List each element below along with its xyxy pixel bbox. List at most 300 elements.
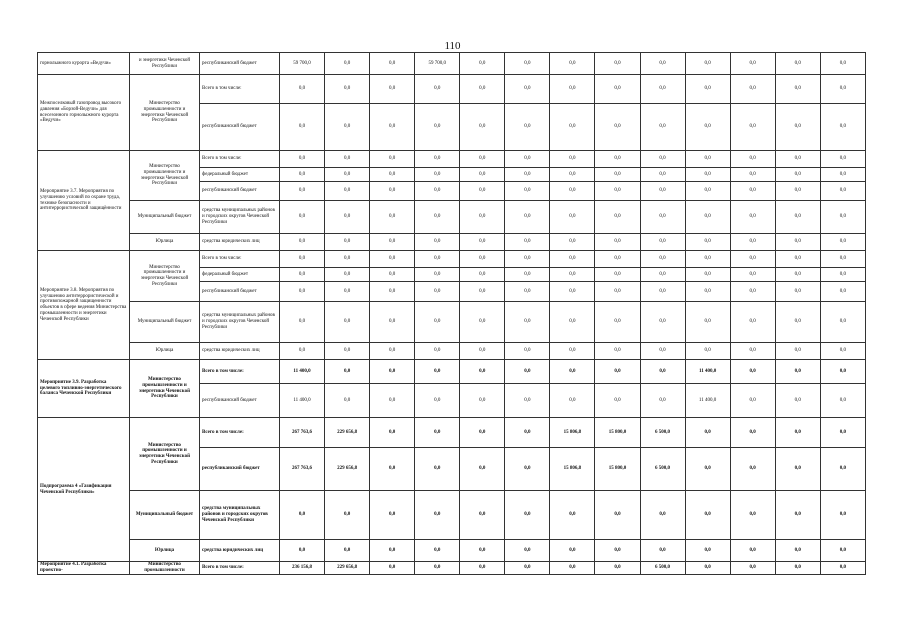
amount-cell: 229 656,8 (325, 562, 370, 575)
amount-cell: 0,0 (370, 151, 415, 168)
amount-cell: 0,0 (415, 268, 460, 282)
amount-cell: 15 800,0 (595, 418, 640, 448)
table-row (38, 151, 866, 168)
amount-cell: 0,0 (595, 360, 640, 384)
amount-cell: 0,0 (640, 302, 685, 343)
amount-cell: 0,0 (640, 540, 685, 562)
amount-cell: 0,0 (685, 302, 730, 343)
amount-cell: 0,0 (595, 268, 640, 282)
amount-cell: 0,0 (820, 491, 865, 540)
amount-cell: 0,0 (640, 251, 685, 268)
amount-cell: 0,0 (325, 234, 370, 251)
amount-cell: 0,0 (640, 168, 685, 182)
amount-cell: 0,0 (280, 201, 325, 234)
table-row (38, 360, 866, 384)
amount-cell: 0,0 (820, 168, 865, 182)
amount-cell: 0,0 (595, 53, 640, 75)
amount-cell: 0,0 (370, 282, 415, 302)
table-row (38, 540, 866, 562)
amount-cell: 229 656,8 (325, 448, 370, 491)
amount-cell: 0,0 (685, 418, 730, 448)
amount-cell: 15 806,8 (550, 418, 595, 448)
amount-cell: 0,0 (280, 282, 325, 302)
amount-cell: 0,0 (280, 75, 325, 104)
amount-cell: 0,0 (550, 104, 595, 151)
amount-cell: 0,0 (505, 251, 550, 268)
amount-cell: 0,0 (370, 448, 415, 491)
amount-cell: 0,0 (685, 562, 730, 575)
amount-cell: 0,0 (550, 53, 595, 75)
executor-cell: Муниципальный бюджет (130, 491, 200, 540)
amount-cell: 0,0 (775, 360, 820, 384)
amount-cell: 0,0 (775, 182, 820, 201)
amount-cell: 0,0 (730, 384, 775, 418)
amount-cell: 0,0 (460, 151, 505, 168)
amount-cell: 0,0 (685, 251, 730, 268)
amount-cell: 11 400,0 (685, 384, 730, 418)
amount-cell: 0,0 (820, 448, 865, 491)
amount-cell: 0,0 (460, 104, 505, 151)
amount-cell: 0,0 (460, 418, 505, 448)
amount-cell: 0,0 (325, 168, 370, 182)
amount-cell: 0,0 (325, 53, 370, 75)
amount-cell: 229 656,8 (325, 418, 370, 448)
amount-cell: 0,0 (370, 491, 415, 540)
amount-cell: 0,0 (595, 201, 640, 234)
amount-cell: 0,0 (820, 343, 865, 360)
amount-cell: 0,0 (325, 182, 370, 201)
table-row (38, 491, 866, 540)
amount-cell: 0,0 (505, 384, 550, 418)
amount-cell: 0,0 (775, 562, 820, 575)
amount-cell: 0,0 (550, 251, 595, 268)
amount-cell: 0,0 (820, 268, 865, 282)
amount-cell: 0,0 (280, 491, 325, 540)
amount-cell: 0,0 (685, 343, 730, 360)
amount-cell: 0,0 (505, 562, 550, 575)
amount-cell: 0,0 (460, 540, 505, 562)
amount-cell: 0,0 (460, 562, 505, 575)
table-row (38, 234, 866, 251)
amount-cell: 0,0 (280, 343, 325, 360)
table-row (38, 251, 866, 268)
amount-cell: 0,0 (640, 384, 685, 418)
amount-cell: 0,0 (505, 53, 550, 75)
amount-cell: 0,0 (550, 75, 595, 104)
amount-cell: 0,0 (685, 448, 730, 491)
page-number: 110 (444, 40, 461, 52)
funding-source-cell: республиканский бюджет (200, 448, 280, 491)
amount-cell: 0,0 (505, 168, 550, 182)
table-row (38, 75, 866, 104)
amount-cell: 0,0 (730, 234, 775, 251)
event-name-cell: горнолыжного курорта «Ведучи» (38, 53, 130, 75)
amount-cell: 0,0 (730, 540, 775, 562)
amount-cell: 0,0 (325, 343, 370, 360)
amount-cell: 11 400,0 (280, 384, 325, 418)
amount-cell: 0,0 (820, 251, 865, 268)
amount-cell: 0,0 (505, 302, 550, 343)
event-name-cell: Мероприятие 3.9. Разработка целевого топливно-энергетического баланса Чеченской Республики (38, 360, 130, 418)
amount-cell: 0,0 (370, 302, 415, 343)
amount-cell: 0,0 (505, 282, 550, 302)
amount-cell: 0,0 (685, 53, 730, 75)
amount-cell: 0,0 (370, 540, 415, 562)
amount-cell: 0,0 (820, 151, 865, 168)
amount-cell: 0,0 (505, 234, 550, 251)
amount-cell: 6 500,0 (640, 418, 685, 448)
amount-cell: 0,0 (640, 268, 685, 282)
amount-cell: 0,0 (640, 151, 685, 168)
amount-cell: 0,0 (370, 75, 415, 104)
funding-source-cell: средства муниципальных районов и городских округов Чеченской Республики (200, 302, 280, 343)
executor-cell: и энергетики Чеченской Республики (130, 53, 200, 75)
amount-cell: 0,0 (640, 182, 685, 201)
amount-cell: 0,0 (550, 201, 595, 234)
amount-cell: 11 400,0 (685, 360, 730, 384)
amount-cell: 6 500,0 (640, 448, 685, 491)
amount-cell: 0,0 (820, 234, 865, 251)
amount-cell: 0,0 (640, 53, 685, 75)
table-row (38, 418, 866, 448)
table-row (38, 343, 866, 360)
amount-cell: 0,0 (640, 201, 685, 234)
amount-cell: 0,0 (370, 562, 415, 575)
amount-cell: 0,0 (775, 491, 820, 540)
amount-cell: 0,0 (595, 182, 640, 201)
amount-cell: 0,0 (370, 418, 415, 448)
amount-cell: 0,0 (505, 540, 550, 562)
amount-cell: 0,0 (730, 201, 775, 234)
amount-cell: 0,0 (820, 360, 865, 384)
amount-cell: 0,0 (775, 75, 820, 104)
amount-cell: 0,0 (775, 234, 820, 251)
amount-cell: 0,0 (460, 268, 505, 282)
amount-cell: 15 800,0 (595, 448, 640, 491)
amount-cell: 0,0 (415, 182, 460, 201)
amount-cell: 0,0 (280, 168, 325, 182)
amount-cell: 0,0 (775, 343, 820, 360)
amount-cell: 0,0 (370, 251, 415, 268)
amount-cell: 0,0 (415, 360, 460, 384)
amount-cell: 0,0 (460, 491, 505, 540)
amount-cell: 0,0 (820, 418, 865, 448)
amount-cell: 0,0 (730, 418, 775, 448)
amount-cell: 0,0 (730, 268, 775, 282)
amount-cell: 0,0 (595, 234, 640, 251)
table-row (38, 201, 866, 234)
amount-cell: 0,0 (460, 448, 505, 491)
amount-cell: 0,0 (505, 448, 550, 491)
amount-cell: 0,0 (325, 360, 370, 384)
funding-source-cell: республиканский бюджет (200, 384, 280, 418)
amount-cell: 0,0 (505, 75, 550, 104)
funding-source-cell: Всего в том числе: (200, 418, 280, 448)
amount-cell: 0,0 (595, 251, 640, 268)
amount-cell: 0,0 (460, 182, 505, 201)
amount-cell: 0,0 (685, 234, 730, 251)
amount-cell: 0,0 (820, 53, 865, 75)
amount-cell: 0,0 (370, 234, 415, 251)
amount-cell: 267 763,6 (280, 418, 325, 448)
amount-cell: 0,0 (415, 282, 460, 302)
amount-cell: 0,0 (550, 302, 595, 343)
amount-cell: 0,0 (640, 491, 685, 540)
amount-cell: 0,0 (820, 540, 865, 562)
event-name-cell: Мероприятие 3.8. Мероприятия по улучшению антитеррористической и противопожарной защищенности объектов в сфере ведения Министерства промышленности и энергетики Чеченской Республики (38, 251, 130, 360)
amount-cell: 59 700,0 (280, 53, 325, 75)
amount-cell: 0,0 (640, 343, 685, 360)
amount-cell: 0,0 (505, 360, 550, 384)
event-name-cell: Мероприятие 4.1. Разработка проектно- (38, 562, 130, 575)
amount-cell: 0,0 (820, 182, 865, 201)
amount-cell: 0,0 (415, 251, 460, 268)
amount-cell: 0,0 (685, 201, 730, 234)
amount-cell: 0,0 (505, 151, 550, 168)
executor-cell: Юрлица (130, 343, 200, 360)
amount-cell: 0,0 (415, 491, 460, 540)
amount-cell: 0,0 (280, 151, 325, 168)
amount-cell: 0,0 (325, 384, 370, 418)
amount-cell: 0,0 (460, 53, 505, 75)
amount-cell: 0,0 (730, 168, 775, 182)
amount-cell: 0,0 (550, 491, 595, 540)
amount-cell: 0,0 (415, 343, 460, 360)
amount-cell: 0,0 (325, 282, 370, 302)
amount-cell: 0,0 (685, 182, 730, 201)
amount-cell: 0,0 (595, 562, 640, 575)
event-name-cell: Межпоселковый газопровод высокого давления «Борзой-Ведучи» для всесезонного горнолыжного курорта «Ведучи» (38, 75, 130, 151)
amount-cell: 0,0 (775, 268, 820, 282)
executor-cell: Министерство промышленности и энергетики Чеченской Республики (130, 151, 200, 201)
funding-source-cell: средства юридических лиц (200, 540, 280, 562)
budget-table-body (38, 53, 866, 575)
amount-cell: 0,0 (415, 201, 460, 234)
amount-cell: 0,0 (685, 268, 730, 282)
amount-cell: 0,0 (595, 491, 640, 540)
amount-cell: 0,0 (820, 302, 865, 343)
amount-cell: 0,0 (325, 104, 370, 151)
amount-cell: 0,0 (730, 104, 775, 151)
amount-cell: 0,0 (820, 282, 865, 302)
amount-cell: 0,0 (550, 268, 595, 282)
funding-source-cell: средства муниципальных районов и городских округов Чеченской Республики (200, 491, 280, 540)
amount-cell: 0,0 (820, 201, 865, 234)
amount-cell: 0,0 (505, 182, 550, 201)
amount-cell: 0,0 (730, 75, 775, 104)
amount-cell: 0,0 (775, 53, 820, 75)
amount-cell: 0,0 (460, 360, 505, 384)
amount-cell: 0,0 (460, 302, 505, 343)
amount-cell: 0,0 (730, 182, 775, 201)
amount-cell: 0,0 (370, 53, 415, 75)
amount-cell: 0,0 (730, 491, 775, 540)
amount-cell: 0,0 (460, 384, 505, 418)
amount-cell: 0,0 (325, 540, 370, 562)
amount-cell: 0,0 (460, 75, 505, 104)
amount-cell: 0,0 (640, 360, 685, 384)
amount-cell: 0,0 (685, 282, 730, 302)
amount-cell: 0,0 (820, 104, 865, 151)
amount-cell: 0,0 (550, 360, 595, 384)
amount-cell: 0,0 (325, 251, 370, 268)
table-row (38, 53, 866, 75)
amount-cell: 0,0 (595, 104, 640, 151)
amount-cell: 0,0 (415, 540, 460, 562)
amount-cell: 0,0 (640, 104, 685, 151)
amount-cell: 0,0 (550, 343, 595, 360)
funding-source-cell: республиканский бюджет (200, 53, 280, 75)
amount-cell: 0,0 (415, 448, 460, 491)
amount-cell: 0,0 (415, 384, 460, 418)
funding-source-cell: федеральный бюджет (200, 268, 280, 282)
amount-cell: 0,0 (460, 251, 505, 268)
amount-cell: 0,0 (325, 201, 370, 234)
budget-table (37, 52, 866, 575)
amount-cell: 0,0 (370, 201, 415, 234)
amount-cell: 0,0 (370, 343, 415, 360)
amount-cell: 0,0 (370, 360, 415, 384)
funding-source-cell: средства юридических лиц (200, 234, 280, 251)
amount-cell: 0,0 (415, 418, 460, 448)
amount-cell: 0,0 (370, 268, 415, 282)
executor-cell: Министерство промышленности и энергетики Чеченской Республики (130, 251, 200, 302)
amount-cell: 0,0 (730, 343, 775, 360)
executor-cell: Муниципальный бюджет (130, 302, 200, 343)
amount-cell: 0,0 (640, 282, 685, 302)
table-row (38, 562, 866, 575)
amount-cell: 0,0 (730, 251, 775, 268)
amount-cell: 0,0 (370, 104, 415, 151)
funding-source-cell: Всего в том числе: (200, 75, 280, 104)
amount-cell: 0,0 (775, 448, 820, 491)
amount-cell: 0,0 (460, 168, 505, 182)
amount-cell: 0,0 (550, 540, 595, 562)
amount-cell: 11 400,0 (280, 360, 325, 384)
amount-cell: 0,0 (325, 75, 370, 104)
amount-cell: 0,0 (775, 168, 820, 182)
amount-cell: 0,0 (775, 251, 820, 268)
amount-cell: 0,0 (685, 75, 730, 104)
executor-cell: Министерство промышленности и энергетики Чеченской Республики (130, 75, 200, 151)
amount-cell: 0,0 (775, 282, 820, 302)
amount-cell: 0,0 (640, 75, 685, 104)
funding-source-cell: Всего в том числе: (200, 151, 280, 168)
amount-cell: 0,0 (685, 104, 730, 151)
amount-cell: 0,0 (415, 302, 460, 343)
amount-cell: 0,0 (550, 562, 595, 575)
amount-cell: 0,0 (730, 360, 775, 384)
amount-cell: 0,0 (460, 234, 505, 251)
funding-source-cell: республиканский бюджет (200, 282, 280, 302)
amount-cell: 0,0 (595, 540, 640, 562)
amount-cell: 0,0 (730, 151, 775, 168)
funding-source-cell: Всего в том числе: (200, 360, 280, 384)
amount-cell: 0,0 (415, 168, 460, 182)
amount-cell: 0,0 (505, 268, 550, 282)
amount-cell: 0,0 (595, 302, 640, 343)
amount-cell: 0,0 (775, 201, 820, 234)
amount-cell: 0,0 (280, 540, 325, 562)
amount-cell: 0,0 (775, 418, 820, 448)
funding-source-cell: федеральный бюджет (200, 168, 280, 182)
event-name-cell: Мероприятие 3.7. Мероприятия по улучшению условий по охране труда, технике безопасности и антитеррористической защищённости (38, 151, 130, 251)
amount-cell: 0,0 (280, 268, 325, 282)
amount-cell: 0,0 (595, 168, 640, 182)
amount-cell: 0,0 (505, 343, 550, 360)
executor-cell: Юрлица (130, 540, 200, 562)
funding-source-cell: республиканский бюджет (200, 104, 280, 151)
funding-source-cell: Всего в том числе: (200, 251, 280, 268)
amount-cell: 0,0 (775, 540, 820, 562)
event-name-cell: Подпрограмма 4 «Газификация Чеченской Республики» (38, 418, 130, 562)
amount-cell: 0,0 (460, 282, 505, 302)
amount-cell: 0,0 (550, 182, 595, 201)
amount-cell: 0,0 (415, 234, 460, 251)
amount-cell: 0,0 (505, 491, 550, 540)
amount-cell: 0,0 (595, 282, 640, 302)
amount-cell: 0,0 (460, 201, 505, 234)
amount-cell: 0,0 (370, 168, 415, 182)
amount-cell: 0,0 (370, 384, 415, 418)
amount-cell: 0,0 (415, 151, 460, 168)
amount-cell: 0,0 (550, 168, 595, 182)
executor-cell: Министерство промышленности (130, 562, 200, 575)
amount-cell: 0,0 (730, 562, 775, 575)
executor-cell: Юрлица (130, 234, 200, 251)
amount-cell: 15 806,8 (550, 448, 595, 491)
amount-cell: 0,0 (325, 268, 370, 282)
amount-cell: 59 700,0 (415, 53, 460, 75)
amount-cell: 0,0 (280, 182, 325, 201)
amount-cell: 0,0 (280, 251, 325, 268)
table-row (38, 302, 866, 343)
executor-cell: Муниципальный бюджет (130, 201, 200, 234)
amount-cell: 0,0 (280, 234, 325, 251)
amount-cell: 0,0 (730, 302, 775, 343)
amount-cell: 0,0 (775, 151, 820, 168)
amount-cell: 267 763,6 (280, 448, 325, 491)
amount-cell: 0,0 (730, 448, 775, 491)
amount-cell: 0,0 (550, 384, 595, 418)
amount-cell: 0,0 (595, 384, 640, 418)
amount-cell: 0,0 (820, 75, 865, 104)
amount-cell: 0,0 (280, 302, 325, 343)
amount-cell: 0,0 (775, 302, 820, 343)
amount-cell: 0,0 (820, 562, 865, 575)
executor-cell: Министерство промышленности и энергетики Чеченской Республики (130, 418, 200, 491)
amount-cell: 0,0 (640, 234, 685, 251)
amount-cell: 0,0 (595, 151, 640, 168)
funding-source-cell: средства юридических лиц (200, 343, 280, 360)
amount-cell: 0,0 (505, 418, 550, 448)
amount-cell: 0,0 (370, 182, 415, 201)
amount-cell: 0,0 (550, 282, 595, 302)
amount-cell: 0,0 (505, 201, 550, 234)
amount-cell: 0,0 (820, 384, 865, 418)
amount-cell: 236 156,8 (280, 562, 325, 575)
amount-cell: 0,0 (730, 282, 775, 302)
amount-cell: 0,0 (685, 168, 730, 182)
amount-cell: 0,0 (595, 75, 640, 104)
amount-cell: 0,0 (775, 104, 820, 151)
amount-cell: 0,0 (550, 151, 595, 168)
amount-cell: 0,0 (415, 104, 460, 151)
funding-source-cell: Всего в том числе: (200, 562, 280, 575)
amount-cell: 0,0 (325, 491, 370, 540)
funding-source-cell: средства муниципальных районов и городских округов Чеченской Республики (200, 201, 280, 234)
amount-cell: 0,0 (460, 343, 505, 360)
